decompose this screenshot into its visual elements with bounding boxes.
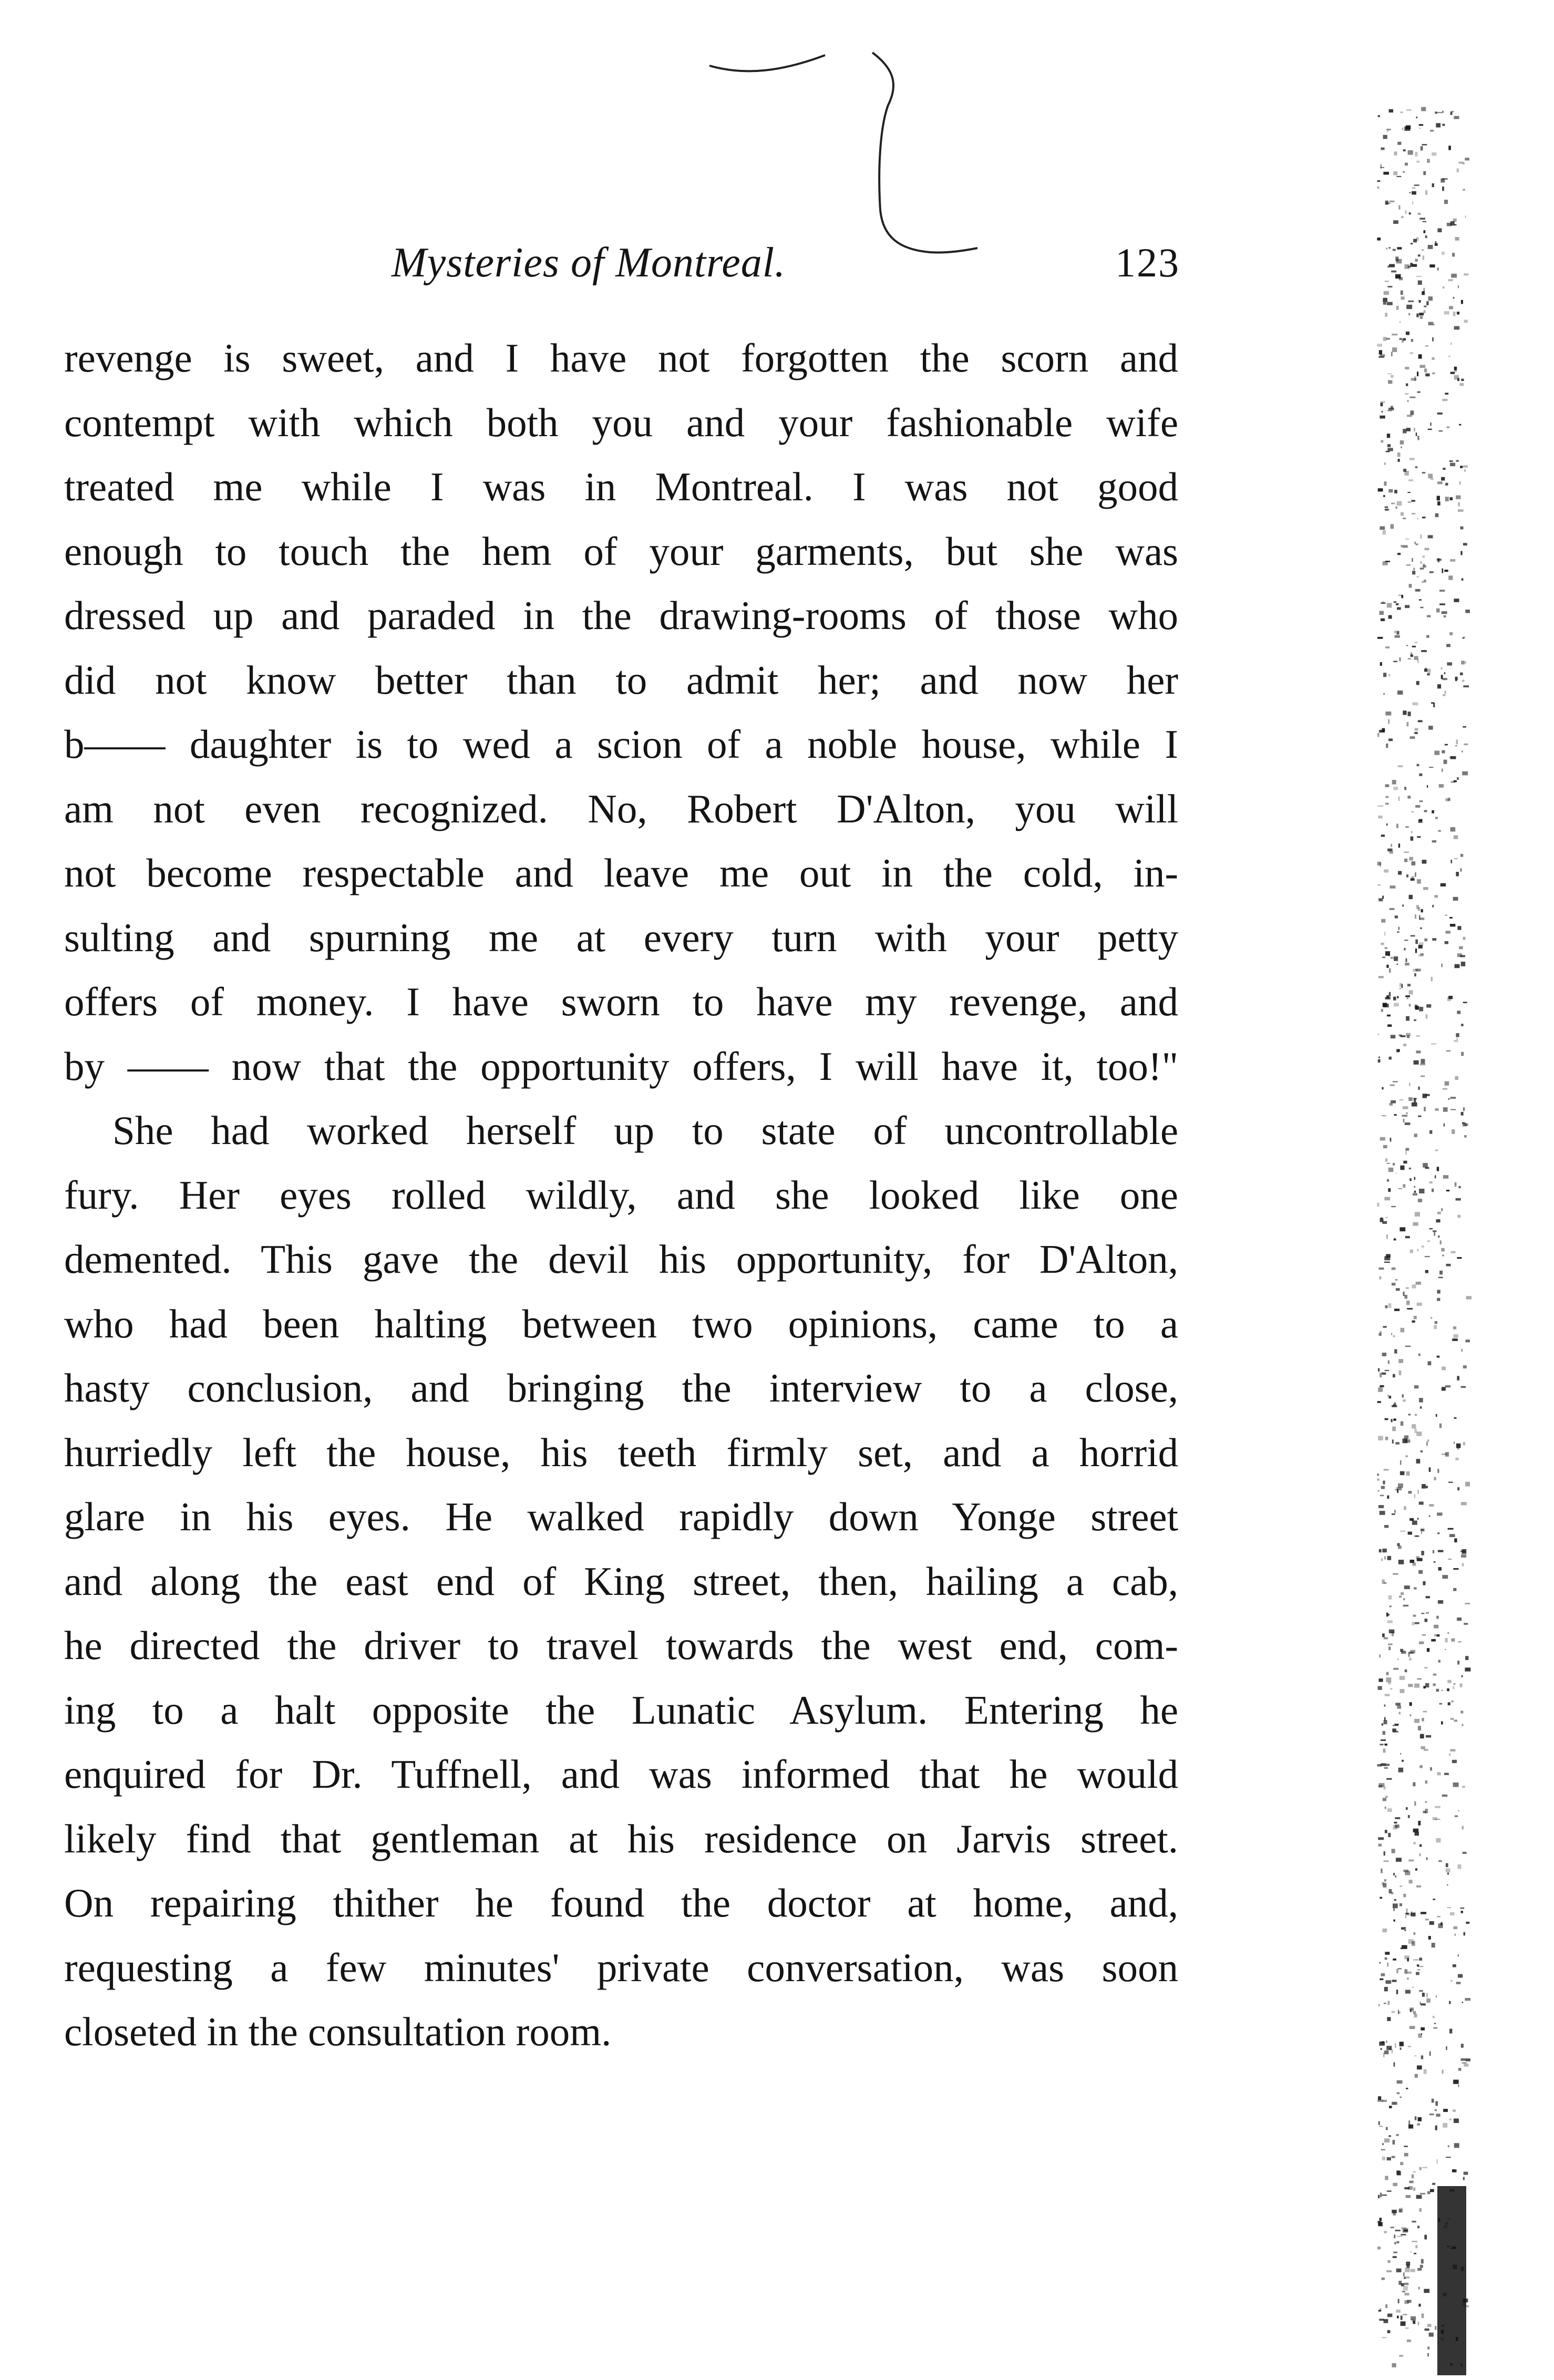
text-line: She had worked herself up to state of uncontrollable: [112, 1108, 1178, 1153]
text-line: did not know better than to admit her; and now her: [64, 657, 1178, 703]
text-line: closeted in the consultation room.: [64, 2009, 612, 2054]
body-text: [64, 326, 1178, 2064]
text-line: requesting a few minutes' private conversation, was soon: [64, 1944, 1178, 1990]
text-line: demented. This gave the devil his opportunity, for D'Alton,: [64, 1237, 1178, 1282]
text-line: who had been halting between two opinions, came to a: [64, 1301, 1178, 1346]
text-line: On repairing thither he found the doctor at home, and,: [64, 1880, 1178, 1925]
text-line: am not even recognized. No, Robert D'Alton, you will: [64, 786, 1178, 831]
running-title: Mysteries of Montreal.: [392, 240, 786, 286]
text-line: and along the east end of King street, then, hailing a cab,: [64, 1558, 1178, 1604]
text-line: likely find that gentleman at his residence on Jarvis street.: [64, 1816, 1178, 1861]
text-line: by —— now that the opportunity offers, I will have it, too!": [64, 1043, 1178, 1089]
text-line: hasty conclusion, and bringing the interview to a close,: [64, 1365, 1178, 1410]
text-line: enough to touch the hem of your garments, but she was: [64, 528, 1178, 574]
text-line: revenge is sweet, and I have not forgotten the scorn and: [64, 335, 1178, 380]
text-line: dressed up and paraded in the drawing-rooms of those who: [64, 593, 1178, 638]
text-line: enquired for Dr. Tuffnell, and was informed that he would: [64, 1751, 1178, 1797]
text-line: glare in his eyes. He walked rapidly down Yonge street: [64, 1494, 1178, 1539]
text-line: ing to a halt opposite the Lunatic Asylum. Entering he: [64, 1687, 1178, 1733]
page-header: [392, 234, 1180, 292]
text-line: hurriedly left the house, his teeth firmly set, and a horrid: [64, 1429, 1178, 1475]
text-line: contempt with which both you and your fashionable wife: [64, 399, 1178, 445]
scan-margin-speckle: [1345, 105, 1471, 2380]
text-line: b—— daughter is to wed a scion of a noble house, while I: [64, 722, 1178, 767]
text-line: he directed the driver to travel towards the west end, com-: [64, 1623, 1178, 1668]
text-line: offers of money. I have sworn to have my revenge, and: [64, 979, 1178, 1024]
page-number: 123: [1115, 240, 1180, 285]
text-line: fury. Her eyes rolled wildly, and she looked like one: [64, 1172, 1178, 1218]
text-line: not become respectable and leave me out in the cold, in-: [64, 850, 1178, 895]
text-line: treated me while I was in Montreal. I was not good: [64, 464, 1178, 509]
text-line: sulting and spurning me at every turn with your petty: [64, 914, 1178, 960]
